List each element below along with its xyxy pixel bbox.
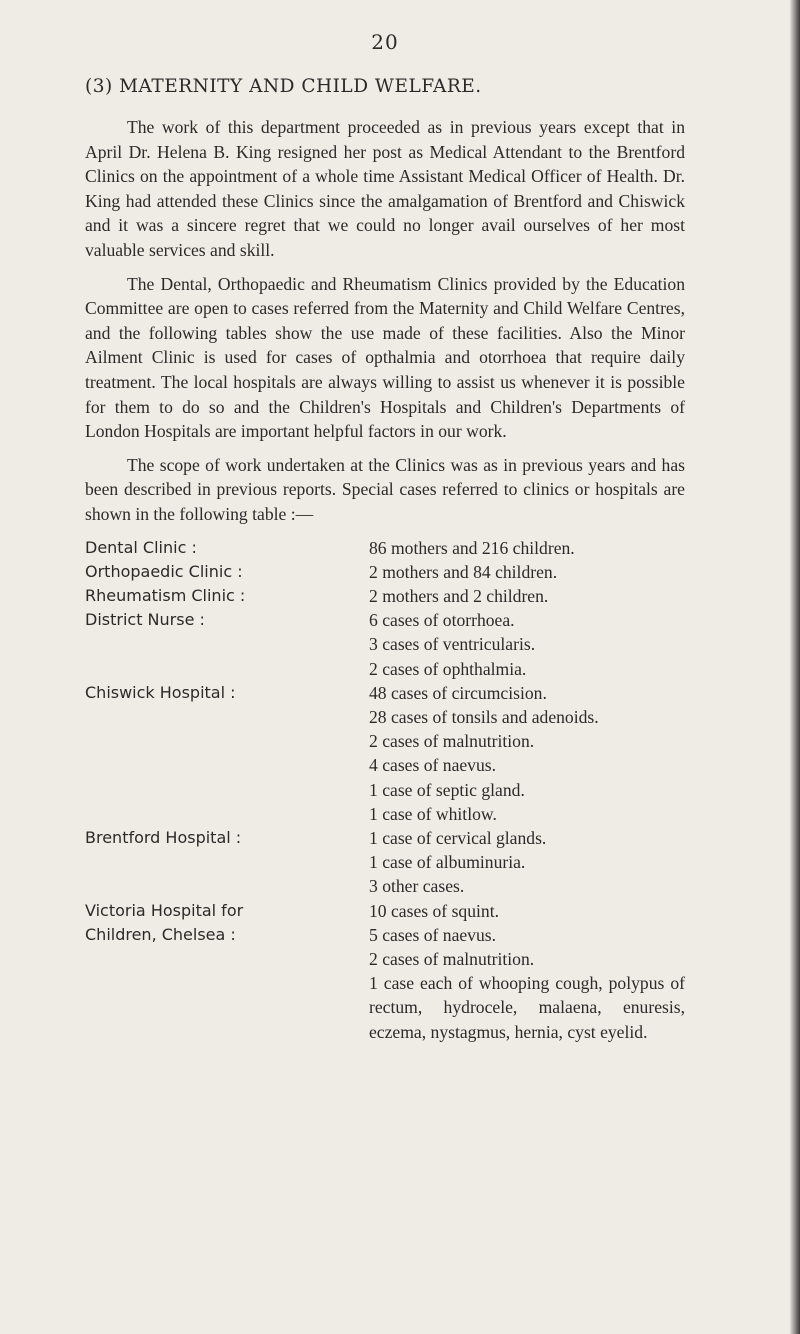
row-label: Victoria Hospital for (85, 900, 244, 920)
table-row (85, 705, 685, 729)
table-row (85, 826, 685, 850)
row-label: Brentford Hospital : (85, 827, 242, 847)
section-title: (3) MATERNITY AND CHILD WELFARE. (85, 76, 482, 97)
row-value: 1 case each of whooping cough, polypus of rectum, hydrocele, malaena, enuresis, eczema, nystagmus, hernia, cyst eyelid. (369, 973, 685, 1042)
row-value: 2 mothers and 2 children. (369, 585, 549, 606)
row-label: Chiswick Hospital : (85, 682, 236, 702)
row-value: 5 cases of naevus. (369, 924, 497, 945)
row-value: 48 cases of circumcision. (369, 682, 547, 703)
row-value: 3 other cases. (369, 876, 465, 897)
table-row (85, 729, 685, 753)
table-row (85, 681, 685, 705)
row-value: 10 cases of squint. (369, 900, 499, 921)
row-value: 1 case of septic gland. (369, 779, 525, 800)
row-label (85, 632, 369, 656)
row-label: Children, Chelsea : (85, 924, 236, 944)
table-row (85, 560, 685, 584)
row-value: 1 case of whitlow. (369, 803, 497, 824)
row-label (85, 753, 369, 777)
paragraph-staff-change: The work of this department proceeded as in previous years except that in April Dr. Helena B. King resigned her post as Medical Attendant to the Brentford Clinics on the appointment of a whole time Assistant Medical Officer of Health. Dr. King had attended these Clinics since the amalgamation of Brentford and Chiswick and it was a sincere regret that we could no longer avail ourselves of her most valuable services and skill. (85, 117, 685, 260)
paragraph-scope: The scope of work undertaken at the Clinics was as in previous years and has been described in previous reports. Special cases referred to clinics or hospitals are shown in the following table :— (85, 454, 685, 524)
row-label: Orthopaedic Clinic : (85, 561, 243, 581)
table-row (85, 584, 685, 608)
table-row (85, 850, 685, 874)
table-row (85, 971, 685, 1044)
row-value: 86 mothers and 216 children. (369, 537, 575, 558)
row-value: 4 cases of naevus. (369, 755, 497, 776)
table-row (85, 923, 685, 947)
table-row (85, 632, 685, 656)
table-row (85, 778, 685, 802)
row-value: 1 case of cervical glands. (369, 827, 547, 848)
row-value: 6 cases of otorrhoea. (369, 610, 515, 631)
row-value: 2 cases of malnutrition. (369, 731, 535, 752)
row-label (85, 850, 369, 874)
row-label: Dental Clinic : (85, 537, 197, 557)
table-row (85, 753, 685, 777)
row-label (85, 947, 369, 971)
row-value: 2 mothers and 84 children. (369, 561, 558, 582)
row-value: 3 cases of ventricularis. (369, 634, 536, 655)
page-number: 20 (371, 30, 399, 54)
table-row (85, 608, 685, 632)
row-label: District Nurse : (85, 610, 205, 630)
table-row (85, 874, 685, 898)
row-value: 2 cases of ophthalmia. (369, 658, 527, 679)
row-label (85, 971, 369, 1044)
row-label (85, 705, 369, 729)
row-label (85, 729, 369, 753)
row-value: 28 cases of tonsils and adenoids. (369, 706, 599, 727)
row-label (85, 657, 369, 681)
table-row (85, 947, 685, 971)
row-label (85, 802, 369, 826)
table-row (85, 657, 685, 681)
table-row (85, 536, 685, 560)
row-value: 2 cases of malnutrition. (369, 948, 535, 969)
row-label (85, 778, 369, 802)
table-row (85, 802, 685, 826)
page-edge-shadow (790, 0, 800, 1334)
table-row (85, 899, 685, 923)
row-value: 1 case of albuminuria. (369, 852, 526, 873)
paragraph-clinics: The Dental, Orthopaedic and Rheumatism Clinics provided by the Education Committee are open to cases referred from the Maternity and Child Welfare Centres, and the following tables show the use made of these facilities. Also the Minor Ailment Clinic is used for cases of opthalmia and otorrhoea that require daily treatment. The local hospitals are always willing to assist us whenever it is possible for them to do so and the Children's Hospitals and Children's Departments of London Hospitals are important helpful factors in our work. (85, 273, 685, 442)
row-label (85, 874, 369, 898)
page-content (85, 30, 685, 1044)
referrals-table (85, 536, 685, 1044)
row-label: Rheumatism Clinic : (85, 585, 246, 605)
